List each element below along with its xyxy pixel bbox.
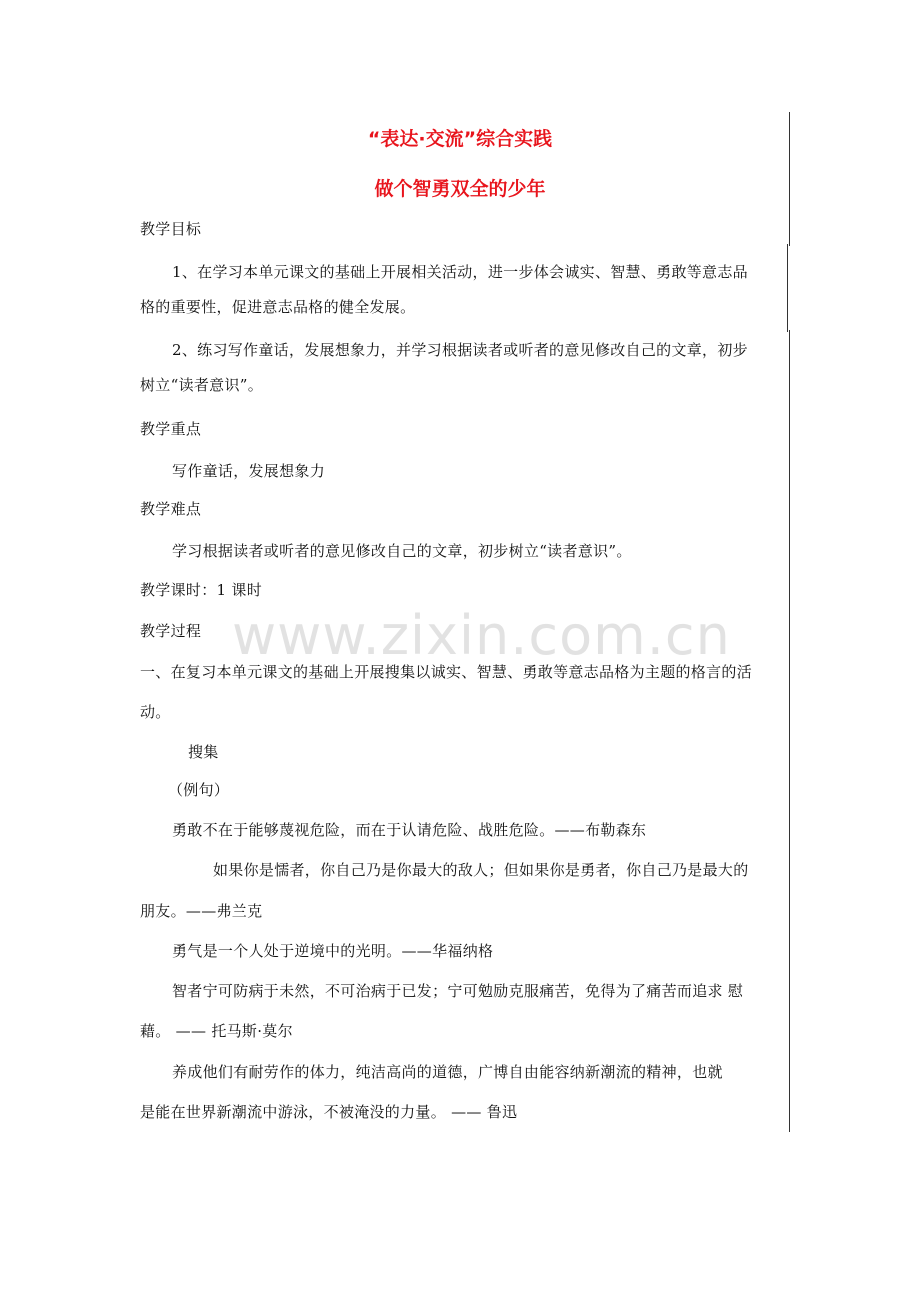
heading-objectives: 教学目标 <box>140 220 202 238</box>
document-subtitle: 做个智勇双全的少年 <box>374 178 546 200</box>
quote-line: 养成他们有耐劳作的体力，纯洁高尚的道德，广博自由能容纳新潮流的精神，也就 <box>172 1063 723 1081</box>
paragraph-line: 一、在复习本单元课文的基础上开展搜集以诚实、智慧、勇敢等意志品格为主题的格言的活 <box>140 663 753 681</box>
quote-line: 朋友。——弗兰克 <box>140 902 263 920</box>
heading-class-hours: 教学课时：1 课时 <box>140 581 263 599</box>
paragraph-line: 学习根据读者或听者的意见修改自己的文章，初步树立“读者意识”。 <box>172 542 632 560</box>
heading-difficulties: 教学难点 <box>140 500 202 518</box>
paragraph-line: 1、在学习本单元课文的基础上开展相关活动，进一步体会诚实、智慧、勇敢等意志品 <box>172 263 748 281</box>
quote-line: 智者宁可防病于未然，不可治病于已发；宁可勉励克服痛苦，免得为了痛苦而追求 慰 <box>172 982 744 1000</box>
quote-line: 勇气是一个人处于逆境中的光明。——华福纳格 <box>172 942 494 960</box>
paragraph-line: 写作童话，发展想象力 <box>172 462 326 480</box>
paragraph-line: 2、练习写作童话，发展想象力，并学习根据读者或听者的意见修改自己的文章，初步 <box>172 341 748 359</box>
paragraph-line: 树立“读者意识”。 <box>140 376 264 394</box>
heading-process: 教学过程 <box>140 622 202 640</box>
watermark-text: www.zixin.com.cn <box>232 604 731 667</box>
heading-key-points: 教学重点 <box>140 420 202 438</box>
paragraph-line: 搜集 <box>188 743 219 761</box>
quote-line: 如果你是懦者，你自己乃是你最大的敌人；但如果你是勇者，你自己乃是最大的 <box>213 861 749 879</box>
margin-line-middle <box>787 244 788 332</box>
quote-line: 勇敢不在于能够蔑视危险，而在于认请危险、战胜危险。——布勒森东 <box>172 821 647 839</box>
paragraph-line: （例句） <box>168 781 230 799</box>
paragraph-line: 动。 <box>140 703 171 721</box>
quote-line: 藉。 —— 托马斯·莫尔 <box>140 1022 293 1040</box>
margin-line-bottom <box>789 330 790 1132</box>
quote-line: 是能在世界新潮流中游泳，不被淹没的力量。 —— 鲁迅 <box>140 1103 518 1121</box>
paragraph-line: 格的重要性，促进意志品格的健全发展。 <box>140 298 416 316</box>
document-title: “表达·交流”综合实践 <box>367 128 553 150</box>
